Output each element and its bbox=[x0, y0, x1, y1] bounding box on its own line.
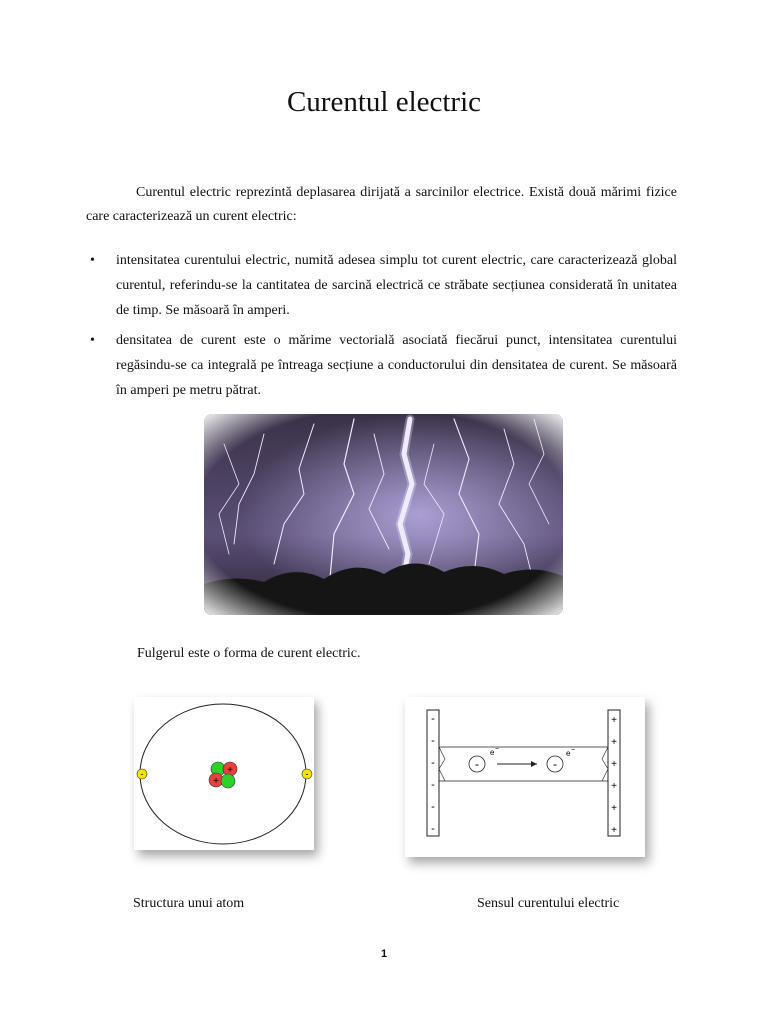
intro-paragraph: Curentul electric reprezintă deplasarea dirijată a sarcinilor electrice. Există două mărimi fizice care caracterizează un curent electric: bbox=[86, 185, 677, 224]
atom-figure bbox=[134, 697, 314, 850]
arrow-right-icon bbox=[497, 761, 537, 767]
svg-text:-: - bbox=[553, 757, 557, 771]
svg-text:-: - bbox=[431, 801, 435, 813]
bullet-text: densitatea de curent este o mărime vectorială asociată fiecărui punct, intensitatea curentului regăsindu-se ca integrală pe întreaga secțiune a conductorului din densitatea de curent. Se măsoară în amperi pe metru pătrat. bbox=[116, 333, 677, 398]
document-title: Curentul electric bbox=[286, 86, 482, 118]
proton-sign: + bbox=[227, 765, 233, 776]
lightning-photo bbox=[204, 414, 563, 615]
svg-text:-: - bbox=[431, 823, 435, 835]
electron-left bbox=[137, 769, 147, 779]
bullet-item bbox=[86, 328, 677, 403]
svg-text:+: + bbox=[611, 737, 617, 748]
current-caption: Sensul curentului electric bbox=[477, 896, 620, 911]
svg-text:-: - bbox=[431, 779, 435, 791]
svg-text:-: - bbox=[431, 713, 435, 725]
electron-sign: - bbox=[305, 769, 309, 779]
svg-text:-: - bbox=[431, 735, 435, 747]
svg-text:−: − bbox=[495, 746, 500, 753]
nucleus bbox=[209, 762, 237, 788]
svg-text:-: - bbox=[475, 757, 479, 771]
current-figure bbox=[405, 697, 645, 857]
svg-text:+: + bbox=[611, 803, 617, 814]
page-number: 1 bbox=[380, 948, 388, 960]
bullet-dot-icon: • bbox=[90, 253, 95, 268]
electron-2 bbox=[547, 747, 575, 772]
svg-text:e: e bbox=[566, 749, 571, 758]
bullet-dot-icon: • bbox=[90, 333, 95, 348]
svg-text:+: + bbox=[611, 715, 617, 726]
negative-plate bbox=[427, 710, 439, 836]
svg-text:+: + bbox=[611, 759, 617, 770]
electron-right bbox=[302, 769, 312, 779]
atom-diagram bbox=[134, 697, 314, 850]
svg-text:−: − bbox=[571, 747, 576, 754]
current-diagram bbox=[405, 697, 645, 857]
neutron bbox=[221, 774, 235, 788]
photo-caption: Fulgerul este o forma de curent electric. bbox=[137, 646, 361, 661]
bullet-text: intensitatea curentului electric, numită adesea simplu tot curent electric, care caracterizează global curentul, referindu-se la cantitatea de sarcină electrică ce străbate secțiunea considerată în unitatea de timp. Se măsoară în amperi. bbox=[116, 253, 677, 318]
svg-text:-: - bbox=[431, 757, 435, 769]
bullet-item bbox=[86, 248, 677, 323]
lightning-image bbox=[204, 414, 563, 615]
bullet-list bbox=[86, 248, 677, 408]
atom-caption: Structura unui atom bbox=[133, 896, 245, 911]
positive-plate bbox=[608, 710, 620, 836]
svg-text:e: e bbox=[490, 748, 495, 757]
svg-text:+: + bbox=[611, 781, 617, 792]
electron-1 bbox=[469, 746, 499, 772]
svg-text:+: + bbox=[611, 825, 617, 836]
electron-sign: - bbox=[140, 769, 144, 779]
proton-sign: + bbox=[213, 776, 219, 787]
